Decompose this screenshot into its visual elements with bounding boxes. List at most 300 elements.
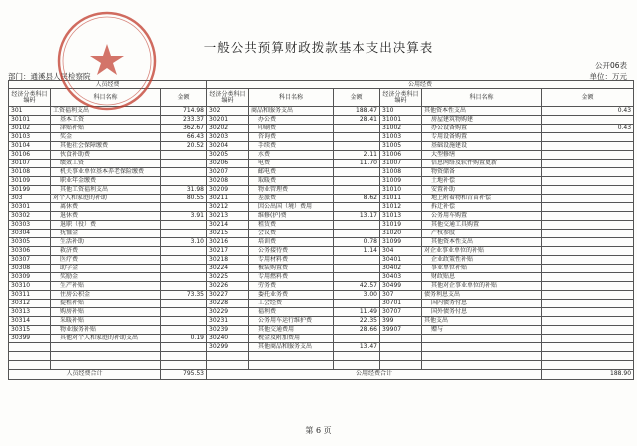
cell-amount: [334, 229, 380, 238]
cell-amount: [334, 168, 380, 177]
table-row: [9, 203, 634, 212]
cell-amount: [161, 317, 207, 326]
cell-amount: [161, 229, 207, 238]
cell-name: 抚恤金: [51, 229, 161, 238]
table-row: [9, 177, 634, 186]
cell-name: 其他交通工具购置: [422, 220, 542, 229]
cell-name: 会议费: [249, 229, 334, 238]
cell-amount: [542, 185, 634, 194]
cell-code: 30299: [207, 343, 249, 352]
cell-amount: [542, 247, 634, 256]
cell-name: 土地补偿: [422, 177, 542, 186]
cell-name: 物业服务补贴: [51, 325, 161, 334]
cell-amount: [161, 177, 207, 186]
cell-code: 30399: [9, 334, 51, 343]
cell-code: 310: [380, 107, 422, 116]
cell-name: 离休费: [51, 203, 161, 212]
cell-amount: 11.49: [334, 308, 380, 317]
cell-name: 住房公积金: [51, 290, 161, 299]
cell-amount: [542, 212, 634, 221]
cell-code: 30303: [9, 220, 51, 229]
cell-amount: [542, 317, 634, 326]
cell-name: 大型修缮: [422, 150, 542, 159]
table-row: [9, 229, 634, 238]
cell-name: 专用材料费: [249, 255, 334, 264]
cell-code: 30499: [380, 282, 422, 291]
cell-code: 30204: [207, 142, 249, 151]
cell-code: 30211: [207, 194, 249, 203]
cell-code: 31019: [380, 220, 422, 229]
cell-name: 对企业事业单位的补贴: [422, 247, 542, 256]
cell-code: 30103: [9, 133, 51, 142]
cell-amount: [542, 264, 634, 273]
cell-amount: [161, 168, 207, 177]
cell-amount: [542, 282, 634, 291]
cell-name: 房屋建筑物购建: [422, 115, 542, 124]
cell-amount: 0.78: [334, 238, 380, 247]
cell-code: 31003: [380, 133, 422, 142]
cell-amount: 28.66: [334, 325, 380, 334]
col-amount: 金额: [334, 89, 380, 107]
cell-name: 医疗费: [51, 255, 161, 264]
cell-amount: [334, 352, 380, 361]
cell-amount: [542, 168, 634, 177]
cell-amount: [161, 150, 207, 159]
table-row: [9, 273, 634, 282]
cell-name: 工会经费: [249, 299, 334, 308]
col-name: 科目名称: [422, 89, 542, 107]
cell-name: 公务用车购置: [422, 212, 542, 221]
cell-amount: [542, 150, 634, 159]
cell-name: [249, 360, 334, 369]
table-row: [9, 133, 634, 142]
cell-name: 提租补贴: [51, 299, 161, 308]
unit-label: 单位：万元: [589, 72, 627, 81]
cell-code: 30208: [207, 177, 249, 186]
cell-amount: 0.43: [542, 107, 634, 116]
public-header: 公用经费: [207, 81, 634, 89]
table-row: [9, 282, 634, 291]
cell-code: [380, 343, 422, 352]
cell-name: 工资福利支出: [51, 107, 161, 116]
cell-name: 基础设施建设: [422, 142, 542, 151]
cell-amount: [161, 264, 207, 273]
cell-name: 因公出国（境）费用: [249, 203, 334, 212]
table-row: [9, 247, 634, 256]
cell-code: 30218: [207, 255, 249, 264]
cell-code: [380, 334, 422, 343]
cell-code: [380, 352, 422, 361]
cell-amount: [334, 360, 380, 369]
cell-amount: 11.70: [334, 159, 380, 168]
cell-code: 30217: [207, 247, 249, 256]
cell-amount: [334, 133, 380, 142]
cell-code: [207, 360, 249, 369]
cell-code: 399: [380, 317, 422, 326]
cell-code: 39907: [380, 325, 422, 334]
cell-name: 安置补助: [422, 185, 542, 194]
cell-code: 30226: [207, 282, 249, 291]
cell-code: 31007: [380, 159, 422, 168]
cell-name: 被装购置费: [249, 264, 334, 273]
cell-amount: [542, 194, 634, 203]
cell-code: 30203: [207, 133, 249, 142]
form-code: 公开06表: [594, 61, 627, 70]
cell-name: 其他商品和服务支出: [249, 343, 334, 352]
table-row: [9, 150, 634, 159]
cell-code: 31009: [380, 177, 422, 186]
cell-code: 30314: [9, 317, 51, 326]
cell-name: 委托业务费: [249, 290, 334, 299]
cell-name: 其他资本性支出: [422, 238, 542, 247]
cell-amount: [542, 299, 634, 308]
cell-amount: [161, 308, 207, 317]
cell-amount: [542, 360, 634, 369]
cell-amount: [542, 115, 634, 124]
cell-name: 助学金: [51, 264, 161, 273]
cell-code: 30701: [380, 299, 422, 308]
cell-amount: [334, 334, 380, 343]
cell-code: 30107: [9, 159, 51, 168]
cell-amount: 2.11: [334, 150, 380, 159]
col-code: 经济分类科目编码: [9, 89, 51, 107]
cell-name: 国外债务付息: [422, 308, 542, 317]
cell-name: 职业年金缴费: [51, 177, 161, 186]
cell-amount: [161, 273, 207, 282]
col-amount: 金额: [542, 89, 634, 107]
cell-name: 其他社会保障缴费: [51, 142, 161, 151]
cell-code: 30202: [207, 124, 249, 133]
personnel-total-amount: 795.53: [161, 369, 207, 379]
cell-code: [9, 343, 51, 352]
cell-amount: [334, 185, 380, 194]
table-row: [9, 308, 634, 317]
cell-amount: 28.41: [334, 115, 380, 124]
cell-code: 30199: [9, 185, 51, 194]
cell-amount: 1.14: [334, 247, 380, 256]
cell-code: 302: [207, 107, 249, 116]
cell-name: 产权参股: [422, 229, 542, 238]
cell-code: 301: [9, 107, 51, 116]
col-amount: 金额: [161, 89, 207, 107]
cell-code: 30302: [9, 212, 51, 221]
cell-name: 奖金: [51, 133, 161, 142]
cell-name: 救济费: [51, 247, 161, 256]
table-row: [9, 212, 634, 221]
cell-amount: [542, 142, 634, 151]
cell-amount: [161, 360, 207, 369]
table-row: [9, 238, 634, 247]
personnel-header: 人员经费: [9, 81, 207, 89]
cell-name: 赠与: [422, 325, 542, 334]
cell-amount: [161, 343, 207, 352]
cell-name: 福利费: [249, 308, 334, 317]
public-total-label: 公用经费合计: [207, 369, 542, 379]
table-row: [9, 299, 634, 308]
cell-amount: 188.47: [334, 107, 380, 116]
cell-code: 303: [9, 194, 51, 203]
cell-code: 30108: [9, 168, 51, 177]
cell-amount: [161, 159, 207, 168]
cell-name: 公务接待费: [249, 247, 334, 256]
cell-name: 购房补贴: [51, 308, 161, 317]
cell-code: 30106: [9, 150, 51, 159]
cell-amount: 233.37: [161, 115, 207, 124]
cell-code: 307: [380, 290, 422, 299]
cell-amount: [161, 282, 207, 291]
cell-code: 30201: [207, 115, 249, 124]
cell-amount: 714.98: [161, 107, 207, 116]
cell-name: 税金及附加费用: [249, 334, 334, 343]
col-code: 经济分类科目编码: [207, 89, 249, 107]
table-row: [9, 220, 634, 229]
cell-amount: [542, 203, 634, 212]
cell-code: 30240: [207, 334, 249, 343]
cell-amount: 3.91: [161, 212, 207, 221]
table-row: [9, 264, 634, 273]
cell-code: 30301: [9, 203, 51, 212]
cell-name: 取暖费: [249, 177, 334, 186]
cell-name: 事业单位补贴: [422, 264, 542, 273]
table-row: [9, 360, 634, 369]
cell-amount: 66.43: [161, 133, 207, 142]
cell-amount: 362.67: [161, 124, 207, 133]
cell-code: 31011: [380, 194, 422, 203]
table-row: [9, 142, 634, 151]
table-row: [9, 168, 634, 177]
cell-name: 差旅费: [249, 194, 334, 203]
cell-name: 印刷费: [249, 124, 334, 133]
cell-code: 31001: [380, 115, 422, 124]
table-row: [9, 290, 634, 299]
cell-code: 30214: [207, 220, 249, 229]
cell-name: 机关事业单位基本养老保险缴费: [51, 168, 161, 177]
cell-code: 30207: [207, 168, 249, 177]
cell-amount: [334, 220, 380, 229]
cell-name: 地上附着物和青苗补偿: [422, 194, 542, 203]
cell-name: [422, 343, 542, 352]
public-total-amount: 188.90: [542, 369, 634, 379]
table-row: [9, 317, 634, 326]
cell-name: [51, 352, 161, 361]
cell-name: 商品和服务支出: [249, 107, 334, 116]
cell-name: 邮电费: [249, 168, 334, 177]
cell-amount: 0.43: [542, 124, 634, 133]
cell-name: [422, 360, 542, 369]
cell-name: 财政贴息: [422, 273, 542, 282]
cell-amount: [334, 124, 380, 133]
cell-name: 奖励金: [51, 273, 161, 282]
cell-name: 其他交通费用: [249, 325, 334, 334]
cell-code: 30315: [9, 325, 51, 334]
cell-name: 水费: [249, 150, 334, 159]
cell-amount: 3.10: [161, 238, 207, 247]
cell-code: 30215: [207, 229, 249, 238]
cell-amount: [542, 133, 634, 142]
cell-code: 30305: [9, 238, 51, 247]
cell-amount: [161, 299, 207, 308]
cell-code: 30216: [207, 238, 249, 247]
cell-name: 企业政策性补贴: [422, 255, 542, 264]
cell-name: 公务用车运行维护费: [249, 317, 334, 326]
cell-amount: [334, 142, 380, 151]
cell-code: 30309: [9, 273, 51, 282]
cell-name: [422, 334, 542, 343]
cell-code: 30104: [9, 142, 51, 151]
table-row: [9, 255, 634, 264]
cell-amount: [161, 352, 207, 361]
cell-amount: 22.35: [334, 317, 380, 326]
cell-code: 31099: [380, 238, 422, 247]
cell-code: 30209: [207, 185, 249, 194]
cell-name: 其他资本性支出: [422, 107, 542, 116]
cell-name: 伙食补助费: [51, 150, 161, 159]
cell-amount: [334, 203, 380, 212]
cell-name: 退职（役）费: [51, 220, 161, 229]
cell-amount: [542, 273, 634, 282]
cell-amount: 3.00: [334, 290, 380, 299]
cell-amount: 20.52: [161, 142, 207, 151]
cell-amount: [542, 343, 634, 352]
cell-amount: [161, 325, 207, 334]
cell-code: 30101: [9, 115, 51, 124]
cell-code: 30227: [207, 290, 249, 299]
cell-code: 30212: [207, 203, 249, 212]
cell-code: 30205: [207, 150, 249, 159]
cell-code: [207, 352, 249, 361]
col-name: 科目名称: [51, 89, 161, 107]
cell-name: 基本工资: [51, 115, 161, 124]
cell-amount: [542, 177, 634, 186]
cell-name: 办公费: [249, 115, 334, 124]
cell-code: 30225: [207, 273, 249, 282]
cell-code: 30231: [207, 317, 249, 326]
cell-code: 30306: [9, 247, 51, 256]
cell-code: 30228: [207, 299, 249, 308]
cell-code: 304: [380, 247, 422, 256]
cell-name: 生产补贴: [51, 282, 161, 291]
cell-amount: 42.57: [334, 282, 380, 291]
cell-amount: [542, 334, 634, 343]
cell-name: 咨询费: [249, 133, 334, 142]
cell-code: 30311: [9, 290, 51, 299]
cell-name: [422, 352, 542, 361]
cell-code: [9, 352, 51, 361]
cell-code: 30313: [9, 308, 51, 317]
cell-code: 31013: [380, 212, 422, 221]
table-row: [9, 115, 634, 124]
cell-name: 采暖补贴: [51, 317, 161, 326]
cell-code: 30206: [207, 159, 249, 168]
cell-name: [51, 343, 161, 352]
cell-name: 信息网络及软件购置更新: [422, 159, 542, 168]
col-name: 科目名称: [249, 89, 334, 107]
cell-name: [51, 360, 161, 369]
cell-code: 30239: [207, 325, 249, 334]
cell-amount: [161, 247, 207, 256]
cell-name: 退休费: [51, 212, 161, 221]
cell-name: 租赁费: [249, 220, 334, 229]
table-row: [9, 185, 634, 194]
cell-name: 津贴补贴: [51, 124, 161, 133]
expenditure-table: [8, 80, 634, 380]
table-row: [9, 352, 634, 361]
cell-code: 30224: [207, 264, 249, 273]
cell-name: 办公设备购置: [422, 124, 542, 133]
cell-amount: [542, 159, 634, 168]
cell-code: 30310: [9, 282, 51, 291]
department-label: 部门：通溪县人民检察院: [8, 72, 91, 81]
cell-name: 其他支出: [422, 317, 542, 326]
cell-name: [249, 352, 334, 361]
cell-name: 国内债务付息: [422, 299, 542, 308]
cell-name: 手续费: [249, 142, 334, 151]
cell-code: 31010: [380, 185, 422, 194]
cell-name: 物资储备: [422, 168, 542, 177]
cell-name: 劳务费: [249, 282, 334, 291]
cell-amount: 0.19: [161, 334, 207, 343]
cell-code: [380, 360, 422, 369]
cell-name: 其他对企事业单位的补贴: [422, 282, 542, 291]
cell-amount: [161, 255, 207, 264]
cell-code: 30402: [380, 264, 422, 273]
cell-code: 30307: [9, 255, 51, 264]
cell-amount: [542, 238, 634, 247]
cell-amount: [161, 203, 207, 212]
cell-amount: [334, 177, 380, 186]
cell-amount: [334, 299, 380, 308]
cell-amount: [542, 308, 634, 317]
cell-amount: [542, 290, 634, 299]
cell-name: 生活补助: [51, 238, 161, 247]
table-row: [9, 159, 634, 168]
cell-amount: [542, 255, 634, 264]
cell-amount: 31.98: [161, 185, 207, 194]
cell-code: 30308: [9, 264, 51, 273]
cell-amount: [334, 273, 380, 282]
cell-code: 30213: [207, 212, 249, 221]
cell-code: 31006: [380, 150, 422, 159]
cell-name: 培训费: [249, 238, 334, 247]
cell-name: 绩效工资: [51, 159, 161, 168]
cell-amount: [161, 220, 207, 229]
cell-code: 30229: [207, 308, 249, 317]
cell-amount: [542, 325, 634, 334]
cell-amount: 13.47: [334, 343, 380, 352]
table-row: [9, 325, 634, 334]
cell-code: 31005: [380, 142, 422, 151]
cell-code: 30401: [380, 255, 422, 264]
cell-name: 对个人和家庭的补助: [51, 194, 161, 203]
cell-amount: [542, 229, 634, 238]
cell-amount: [334, 264, 380, 273]
cell-code: 31012: [380, 203, 422, 212]
cell-name: 拆迁补偿: [422, 203, 542, 212]
cell-code: [9, 360, 51, 369]
cell-name: 债务利息支出: [422, 290, 542, 299]
cell-name: 其他工资福利支出: [51, 185, 161, 194]
cell-name: 维修(护)费: [249, 212, 334, 221]
cell-code: 30403: [380, 273, 422, 282]
cell-amount: 13.17: [334, 212, 380, 221]
cell-amount: 73.35: [161, 290, 207, 299]
table-row: [9, 194, 634, 203]
cell-code: 30312: [9, 299, 51, 308]
page-number: 第 6 页: [305, 426, 332, 435]
cell-amount: [334, 255, 380, 264]
cell-code: 31002: [380, 124, 422, 133]
cell-code: 30102: [9, 124, 51, 133]
